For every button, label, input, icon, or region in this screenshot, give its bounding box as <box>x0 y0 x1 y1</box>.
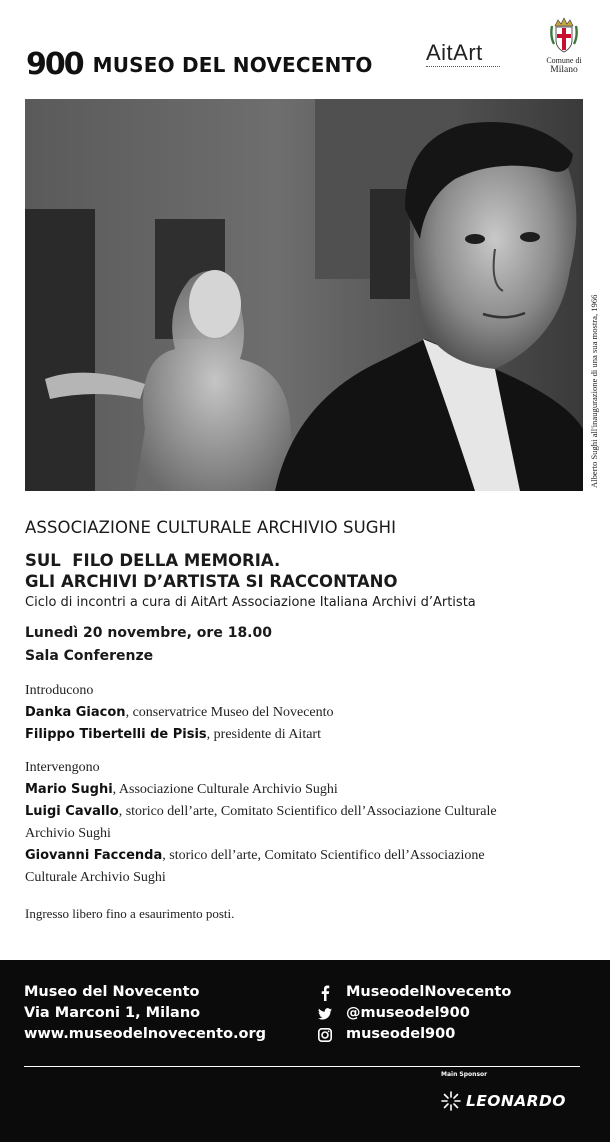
social-facebook[interactable] <box>318 982 511 1003</box>
social-twitter[interactable] <box>318 1003 511 1024</box>
event-title <box>25 550 585 592</box>
event-subtitle: Ciclo di incontri a cura di AitArt Associazione Italiana Archivi d’Artista <box>25 595 476 610</box>
event-title-line-1: SUL FILO DELLA MEMORIA. <box>25 551 281 570</box>
speaker-role: , storico dell’arte, Comitato Scientifico dell’Associazione Culturale <box>118 804 497 819</box>
comune-di-milano-logo[interactable] <box>542 16 586 90</box>
speaker-name: Filippo Tibertelli de Pisis <box>25 727 207 742</box>
comune-label: Comune di <box>546 56 582 65</box>
organizer-heading: ASSOCIAZIONE CULTURALE ARCHIVIO SUGHI <box>25 518 397 537</box>
alberto-sughi-photo <box>25 99 583 491</box>
introducono-label: Introducono <box>25 683 94 698</box>
aitart-logo-text: AitArt <box>426 40 483 65</box>
museum-address <box>24 982 266 1045</box>
speaker-role: , storico dell’arte, Comitato Scientifico dell’Associazione <box>162 848 485 863</box>
intervengono-label: Intervengono <box>25 760 100 775</box>
twitter-icon <box>318 1007 332 1021</box>
speaker-name: Luigi Cavallo <box>25 804 119 819</box>
sponsor-name: LEONARDO <box>466 1092 566 1110</box>
speaker-line <box>25 702 585 724</box>
speaker-line <box>25 845 585 867</box>
aitart-logo-underline <box>426 66 500 69</box>
logo-900-mark: 900 <box>26 47 83 82</box>
leonardo-sponsor-logo[interactable] <box>440 1090 566 1112</box>
speaker-role: , Associazione Culturale Archivio Sughi <box>112 782 338 797</box>
milano-coat-of-arms-icon <box>549 16 579 56</box>
speaker-line <box>25 779 585 801</box>
speaker-line <box>25 724 585 746</box>
comune-city: Milano <box>550 65 578 75</box>
admission-note: Ingresso libero fino a esaurimento posti. <box>25 906 235 921</box>
intervengono-section <box>25 757 585 889</box>
footer <box>0 960 610 1142</box>
instagram-handle: museodel900 <box>346 1026 456 1042</box>
social-links <box>318 982 511 1045</box>
speaker-role: , conservatrice Museo del Novecento <box>125 705 334 720</box>
sponsor-label: Main Sponsor <box>441 1071 488 1078</box>
museo-del-novecento-logo[interactable] <box>26 47 373 82</box>
header <box>0 0 610 98</box>
speaker-line <box>25 801 585 823</box>
event-title-line-2: GLI ARCHIVI D’ARTISTA SI RACCONTANO <box>25 572 398 591</box>
facebook-icon <box>318 986 332 1000</box>
speaker-role: , presidente di Aitart <box>206 727 321 742</box>
photo-caption: Alberto Sughi all'inaugurazione di una sua mostra, 1966 <box>589 294 599 488</box>
speaker-name: Giovanni Faccenda <box>25 848 163 863</box>
twitter-handle: @museodel900 <box>346 1005 470 1021</box>
event-date: Lunedì 20 novembre, ore 18.00 <box>25 625 272 641</box>
speaker-name: Mario Sughi <box>25 782 113 797</box>
speaker-role-continuation: Culturale Archivio Sughi <box>25 870 166 885</box>
event-details <box>25 515 585 923</box>
social-instagram[interactable] <box>318 1024 511 1045</box>
speaker-name: Danka Giacon <box>25 705 126 720</box>
instagram-icon <box>318 1028 332 1042</box>
facebook-handle: MuseodelNovecento <box>346 984 512 1000</box>
leonardo-burst-icon <box>440 1090 462 1112</box>
event-room: Sala Conferenze <box>25 648 154 664</box>
aitart-logo[interactable] <box>426 42 500 72</box>
footer-divider <box>24 1066 580 1067</box>
introducono-section <box>25 680 585 746</box>
logo-museum-name: MUSEO DEL NOVECENTO <box>92 53 373 77</box>
address-museum-name: Museo del Novecento <box>24 984 200 1000</box>
website-link[interactable]: www.museodelnovecento.org <box>24 1026 267 1042</box>
address-street: Via Marconi 1, Milano <box>24 1005 201 1021</box>
speaker-role-continuation: Archivio Sughi <box>25 826 111 841</box>
